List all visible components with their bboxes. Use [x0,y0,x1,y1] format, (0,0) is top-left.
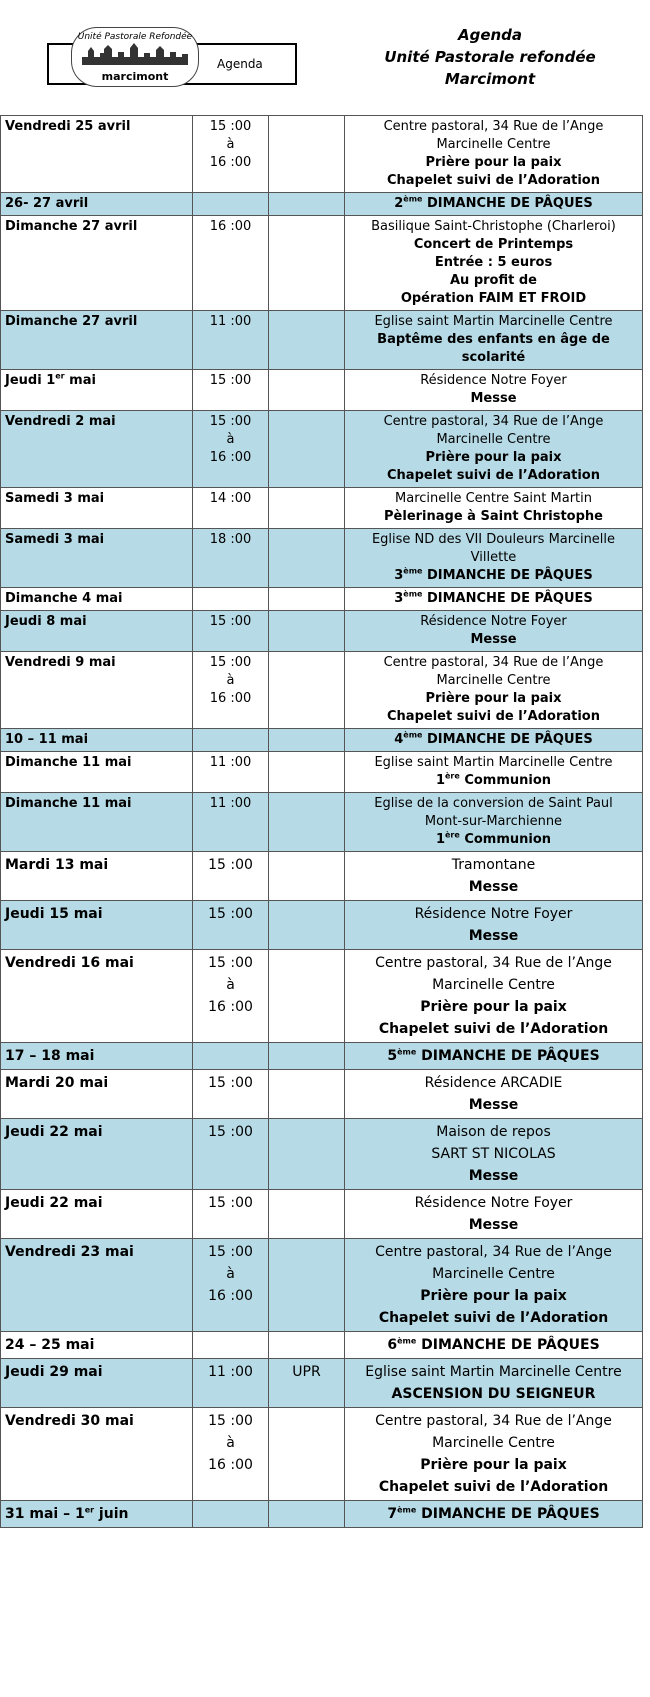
time-line: 15 :00 [209,119,252,134]
ordinal: 3 [394,591,404,606]
group-cell [269,370,345,411]
description-line: Opération FAIM ET FROID [400,291,587,306]
date-cell [1,193,193,216]
description-cell [345,852,643,901]
description-cell [345,193,643,216]
date-cell [1,411,193,488]
description-line [349,567,638,585]
logo-subtitle: marcimont [101,70,169,83]
table-row [1,793,643,852]
group-cell [269,588,345,611]
description-line: Prière pour la paix [420,1288,567,1304]
date-text: Dimanche 27 avril [5,314,138,329]
group-cell [269,193,345,216]
time-cell [193,793,269,852]
time-line: 14 :00 [209,491,252,506]
date-cell [1,852,193,901]
time-line: 15 :00 [208,1195,253,1211]
time-line: 15 :00 [209,414,252,429]
date-text: 24 – 25 mai [5,1337,95,1353]
description-cell [345,370,643,411]
time-cell [193,1501,269,1528]
date-text: Jeudi 22 mai [5,1195,103,1211]
table-row [1,611,643,652]
ordinal: 3 [394,568,404,583]
description-cell [345,793,643,852]
description-line [349,1334,638,1356]
time-line: 16 :00 [209,155,252,170]
time-line: 11 :00 [209,314,252,329]
group-cell [269,1043,345,1070]
description-text: DIMANCHE DE PÂQUES [422,732,593,747]
ordinal-suffix: ème [397,1047,417,1057]
group-cell [269,1332,345,1359]
time-line: à [226,137,235,152]
ordinal-suffix: ème [397,1336,417,1346]
description-line: Basilique Saint-Christophe (Charleroi) [371,219,616,234]
description-cell [345,1070,643,1119]
description-line [349,831,638,849]
table-row [1,488,643,529]
time-cell [193,1190,269,1239]
date-cell [1,1043,193,1070]
date-text: Dimanche 11 mai [5,796,132,811]
description-line: Eglise saint Martin Marcinelle Centre [374,314,613,329]
time-cell [193,1332,269,1359]
date-cell [1,1239,193,1332]
date-text: Dimanche 27 avril [5,219,138,234]
time-cell [193,311,269,370]
time-line: 16 :00 [208,1288,253,1304]
description-cell [345,1190,643,1239]
description-line: Centre pastoral, 34 Rue de l’Ange [375,1413,612,1429]
description-line: Messe [468,1168,519,1184]
date-cell [1,588,193,611]
time-cell [193,950,269,1043]
description-cell [345,752,643,793]
date-cell [1,488,193,529]
time-cell [193,1119,269,1190]
time-line: à [226,977,235,993]
description-line: scolarité [461,350,526,365]
time-cell [193,216,269,311]
table-row [1,411,643,488]
logo [71,27,199,87]
description-line: Résidence Notre Foyer [420,614,567,629]
description-line: Résidence Notre Foyer [414,906,573,922]
date-cell [1,729,193,752]
description-cell [345,1408,643,1501]
town-silhouette-icon [82,43,188,65]
description-text: DIMANCHE DE PÂQUES [416,1048,600,1064]
description-line: Messe [468,879,519,895]
description-line: Entrée : 5 euros [434,255,553,270]
description-line: Marcinelle Centre [436,673,551,688]
table-row [1,311,643,370]
description-line: Chapelet suivi de l’Adoration [378,1021,609,1037]
ordinal: 1 [435,832,445,847]
time-cell [193,588,269,611]
date-cell [1,529,193,588]
description-line: Chapelet suivi de l’Adoration [378,1479,609,1495]
description-text: DIMANCHE DE PÂQUES [422,568,593,583]
description-line [349,772,638,790]
group-cell [269,488,345,529]
description-line: Messe [470,391,517,406]
description-line: Prière pour la paix [420,1457,567,1473]
description-line: Chapelet suivi de l’Adoration [378,1310,609,1326]
time-line: 11 :00 [208,1364,253,1380]
date-suffix: er [55,371,65,381]
description-line: Résidence Notre Foyer [414,1195,573,1211]
description-line: Prière pour la paix [425,155,562,170]
description-line: Marcinelle Centre [432,977,555,993]
time-line: à [226,673,235,688]
description-cell [345,1332,643,1359]
description-cell [345,652,643,729]
description-cell [345,1043,643,1070]
description-cell [345,529,643,588]
table-row [1,1359,643,1408]
date-text: Jeudi 15 mai [5,906,103,922]
date-text: Mardi 20 mai [5,1075,109,1091]
description-line: Au profit de [450,273,537,288]
time-cell [193,193,269,216]
date-cell [1,1332,193,1359]
time-cell [193,370,269,411]
time-line: 16 :00 [208,999,253,1015]
time-cell [193,1408,269,1501]
time-cell [193,652,269,729]
logo-title: Unité Pastorale Refondée [77,32,193,42]
date-text: Vendredi 23 mai [5,1244,134,1260]
description-cell [345,1501,643,1528]
group-cell [269,729,345,752]
date-text: Dimanche 11 mai [5,755,132,770]
date-text: mai [64,373,96,388]
description-cell [345,1239,643,1332]
group-cell [269,652,345,729]
date-text: 17 – 18 mai [5,1048,95,1064]
time-line: 15 :00 [208,1075,253,1091]
group-cell [269,311,345,370]
group-cell [269,752,345,793]
description-line [349,195,638,213]
table-row [1,950,643,1043]
time-line: 15 :00 [208,955,253,971]
time-cell [193,411,269,488]
description-cell [345,588,643,611]
table-row [1,588,643,611]
time-line: à [226,1435,235,1451]
date-cell [1,1408,193,1501]
time-line: 16 :00 [209,450,252,465]
description-line: Chapelet suivi de l’Adoration [387,468,600,483]
description-cell [345,901,643,950]
ordinal-suffix: ème [397,1505,417,1515]
time-line: 11 :00 [209,796,252,811]
date-text: Vendredi 9 mai [5,655,116,670]
ordinal-suffix: ème [403,730,423,740]
date-cell [1,370,193,411]
group-cell [269,1239,345,1332]
date-cell [1,1359,193,1408]
description-line: Prière pour la paix [420,999,567,1015]
page-title [380,24,600,90]
description-line: ASCENSION DU SEIGNEUR [391,1386,596,1402]
time-line: 16 :00 [209,219,252,234]
group-cell [269,116,345,193]
description-line: Résidence ARCADIE [424,1075,563,1091]
date-text: Jeudi 1 [5,373,56,388]
ordinal-suffix: ème [403,566,423,576]
table-row [1,1070,643,1119]
description-line: Eglise ND des VII Douleurs Marcinelle [371,532,616,547]
group-cell [269,611,345,652]
time-line: 18 :00 [209,532,252,547]
date-text: Samedi 3 mai [5,491,105,506]
time-line: à [226,1266,235,1282]
time-cell [193,729,269,752]
description-cell [345,950,643,1043]
date-cell [1,1501,193,1528]
group-cell [269,950,345,1043]
date-cell [1,311,193,370]
table-row [1,652,643,729]
date-text: Jeudi 8 mai [5,614,87,629]
description-line: Marcinelle Centre [436,137,551,152]
time-line: 15 :00 [208,1244,253,1260]
ordinal-suffix: ème [403,589,423,599]
agenda-table [0,115,643,1528]
description-line: Centre pastoral, 34 Rue de l’Ange [383,414,604,429]
table-row [1,216,643,311]
header-box [47,32,297,85]
time-cell [193,901,269,950]
date-text: Vendredi 25 avril [5,119,131,134]
date-cell [1,752,193,793]
description-cell [345,488,643,529]
description-text: Communion [459,773,552,788]
date-cell [1,611,193,652]
description-line: Marcinelle Centre [432,1435,555,1451]
time-line: 15 :00 [208,1124,253,1140]
date-text: 31 mai – 1 [5,1506,85,1522]
date-text: Vendredi 2 mai [5,414,116,429]
date-suffix: er [84,1505,95,1515]
time-cell [193,752,269,793]
date-text: Jeudi 22 mai [5,1124,103,1140]
time-cell [193,116,269,193]
date-cell [1,793,193,852]
table-row [1,370,643,411]
group-cell [269,1190,345,1239]
time-cell [193,1070,269,1119]
date-cell [1,1190,193,1239]
table-row [1,1408,643,1501]
agenda-label: Agenda [217,57,263,71]
description-line: Prière pour la paix [425,450,562,465]
group-cell [269,852,345,901]
description-line: Eglise de la conversion de Saint Paul [374,796,613,811]
description-line: Concert de Printemps [413,237,574,252]
ordinal: 7 [387,1506,398,1522]
date-text: juin [94,1506,129,1522]
description-text: DIMANCHE DE PÂQUES [422,196,593,211]
ordinal: 1 [435,773,445,788]
title-line: Unité Pastorale refondée [384,48,596,66]
ordinal: 5 [387,1048,398,1064]
date-text: Jeudi 29 mai [5,1364,103,1380]
ordinal-suffix: ère [445,830,460,840]
time-line: 15 :00 [208,906,253,922]
agenda-body [1,116,643,1528]
description-line: Marcinelle Centre Saint Martin [395,491,592,506]
description-line: Messe [468,1097,519,1113]
table-row [1,1501,643,1528]
description-line: Résidence Notre Foyer [420,373,567,388]
time-cell [193,1239,269,1332]
date-cell [1,1070,193,1119]
table-row [1,1043,643,1070]
description-line: Pèlerinage à Saint Christophe [384,509,603,524]
group-cell [269,1070,345,1119]
description-line [349,590,638,608]
ordinal-suffix: ème [403,194,423,204]
table-row [1,1239,643,1332]
date-text: Dimanche 4 mai [5,591,123,606]
description-text: DIMANCHE DE PÂQUES [422,591,593,606]
time-cell [193,1359,269,1408]
ordinal-suffix: ère [445,771,460,781]
description-cell [345,116,643,193]
date-text: 26- 27 avril [5,196,89,211]
date-cell [1,1119,193,1190]
time-cell [193,488,269,529]
description-line: Chapelet suivi de l’Adoration [387,709,600,724]
group-cell [269,1501,345,1528]
description-line: Messe [468,1217,519,1233]
group-cell [269,216,345,311]
group-cell [269,1408,345,1501]
description-line: Tramontane [451,857,536,873]
description-line: Eglise saint Martin Marcinelle Centre [374,755,613,770]
date-cell [1,116,193,193]
description-line: Villette [470,550,517,565]
description-line: Marcinelle Centre [432,1266,555,1282]
description-line: Marcinelle Centre [436,432,551,447]
description-cell [345,611,643,652]
description-line: Maison de repos [436,1124,551,1140]
table-row [1,752,643,793]
table-row [1,729,643,752]
group-cell [269,793,345,852]
group-cell [269,529,345,588]
date-text: 10 – 11 mai [5,732,89,747]
ordinal: 6 [387,1337,398,1353]
time-cell [193,611,269,652]
table-row [1,193,643,216]
description-cell [345,1359,643,1408]
date-cell [1,652,193,729]
description-line: Centre pastoral, 34 Rue de l’Ange [383,655,604,670]
description-line [349,1045,638,1067]
description-text: DIMANCHE DE PÂQUES [416,1506,600,1522]
title-line: Marcimont [444,70,536,88]
date-cell [1,901,193,950]
description-line: Baptême des enfants en âge de [377,332,610,347]
time-cell [193,852,269,901]
date-cell [1,216,193,311]
description-line: Messe [470,632,517,647]
date-text: Samedi 3 mai [5,532,105,547]
table-row [1,529,643,588]
description-line: Mont-sur-Marchienne [424,814,563,829]
description-line: Eglise saint Martin Marcinelle Centre [365,1364,622,1380]
description-text: Communion [459,832,552,847]
description-line: Chapelet suivi de l’Adoration [387,173,600,188]
time-line: 15 :00 [209,373,252,388]
time-line: 15 :00 [208,1413,253,1429]
time-line: 16 :00 [209,691,252,706]
date-text: Mardi 13 mai [5,857,109,873]
time-line: à [226,432,235,447]
date-cell [1,950,193,1043]
table-row [1,116,643,193]
table-row [1,1332,643,1359]
description-line: Centre pastoral, 34 Rue de l’Ange [383,119,604,134]
description-cell [345,729,643,752]
table-row [1,852,643,901]
date-text: Vendredi 30 mai [5,1413,134,1429]
description-cell [345,216,643,311]
date-text: Vendredi 16 mai [5,955,134,971]
table-row [1,1119,643,1190]
time-line: 15 :00 [209,614,252,629]
time-line: 15 :00 [209,655,252,670]
ordinal: 4 [394,732,404,747]
description-text: DIMANCHE DE PÂQUES [416,1337,600,1353]
description-cell [345,1119,643,1190]
group-cell [269,1119,345,1190]
time-line: 15 :00 [208,857,253,873]
group-cell: UPR [269,1359,345,1408]
description-cell [345,311,643,370]
description-line [349,731,638,749]
group-cell [269,411,345,488]
description-line [349,1503,638,1525]
time-line: 11 :00 [209,755,252,770]
time-cell [193,1043,269,1070]
time-cell [193,529,269,588]
title-line: Agenda [457,26,523,44]
table-row [1,1190,643,1239]
description-line: Messe [468,928,519,944]
table-row [1,901,643,950]
description-line: Prière pour la paix [425,691,562,706]
ordinal: 2 [394,196,404,211]
group-cell [269,901,345,950]
description-line: Centre pastoral, 34 Rue de l’Ange [375,1244,612,1260]
description-line: Centre pastoral, 34 Rue de l’Ange [375,955,612,971]
description-cell [345,411,643,488]
time-line: 16 :00 [208,1457,253,1473]
description-line: SART ST NICOLAS [431,1146,556,1162]
